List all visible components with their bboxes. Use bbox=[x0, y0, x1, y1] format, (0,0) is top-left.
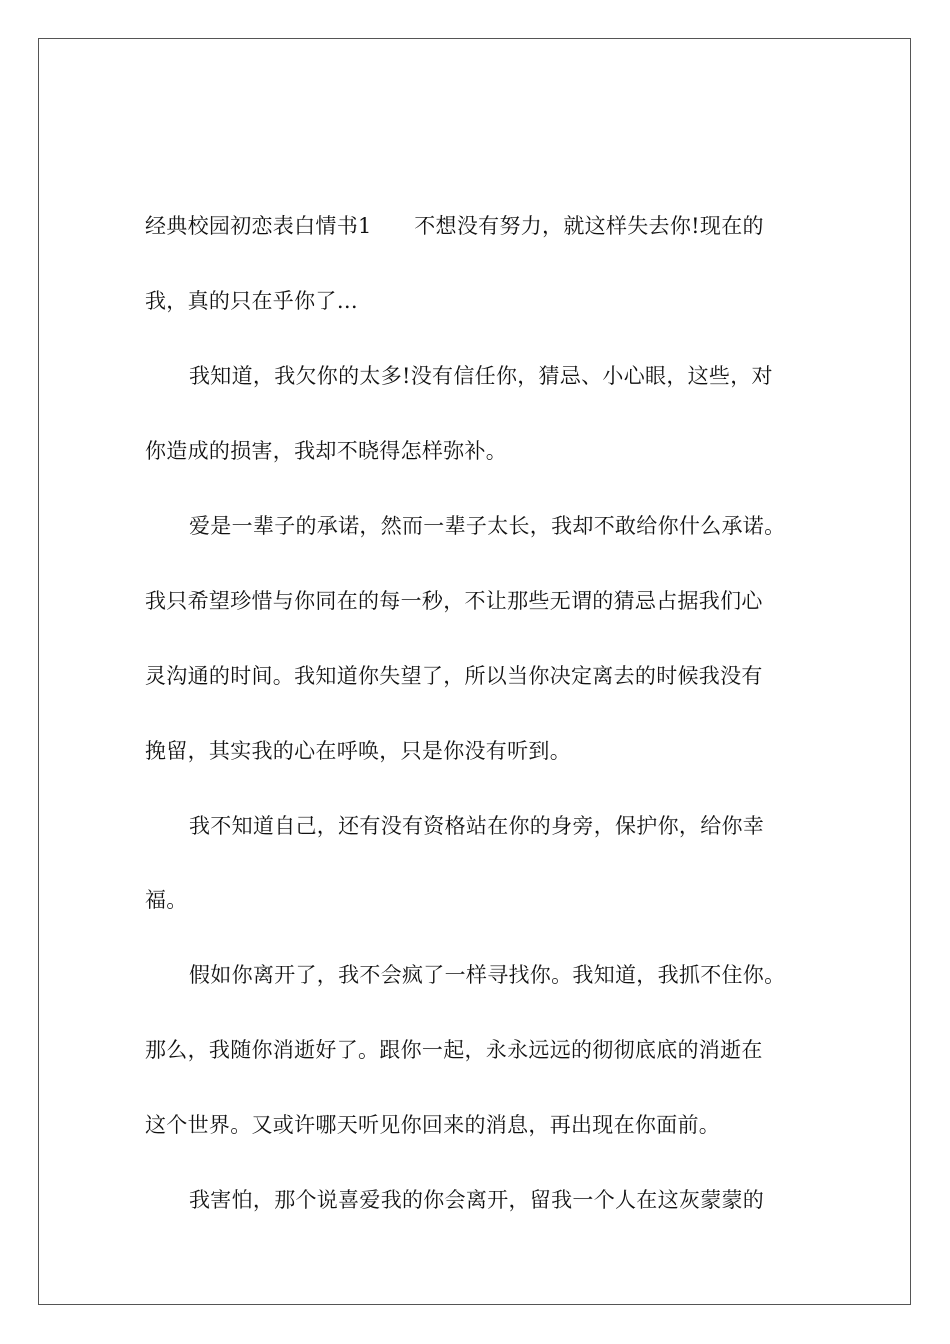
text-line: 经典校园初恋表白情书1 不想没有努力，就这样失去你!现在的 bbox=[145, 214, 764, 238]
text-line: 我只希望珍惜与你同在的每一秒，不让那些无谓的猜忌占据我们心 bbox=[145, 589, 763, 613]
text-line: 我不知道自己，还有没有资格站在你的身旁，保护你，给你幸 bbox=[189, 814, 765, 838]
text-line: 那么，我随你消逝好了。跟你一起，永永远远的彻彻底底的消逝在 bbox=[145, 1038, 763, 1062]
text-line: 我，真的只在乎你了… bbox=[145, 289, 358, 313]
text-line: 挽留，其实我的心在呼唤，只是你没有听到。 bbox=[145, 739, 571, 763]
text-line: 福。 bbox=[145, 888, 188, 912]
text-line: 你造成的损害，我却不晓得怎样弥补。 bbox=[145, 439, 508, 463]
text-line: 灵沟通的时间。我知道你失望了，所以当你决定离去的时候我没有 bbox=[145, 664, 763, 688]
text-line: 假如你离开了，我不会疯了一样寻找你。我知道，我抓不住你。 bbox=[189, 963, 786, 987]
text-line: 这个世界。又或许哪天听见你回来的消息，再出现在你面前。 bbox=[145, 1113, 721, 1137]
text-line: 我害怕，那个说喜爱我的你会离开，留我一个人在这灰蒙蒙的 bbox=[189, 1188, 765, 1212]
text-line: 我知道，我欠你的太多!没有信任你，猜忌、小心眼，这些，对 bbox=[189, 364, 773, 388]
text-line: 爱是一辈子的承诺，然而一辈子太长，我却不敢给你什么承诺。 bbox=[189, 514, 786, 538]
